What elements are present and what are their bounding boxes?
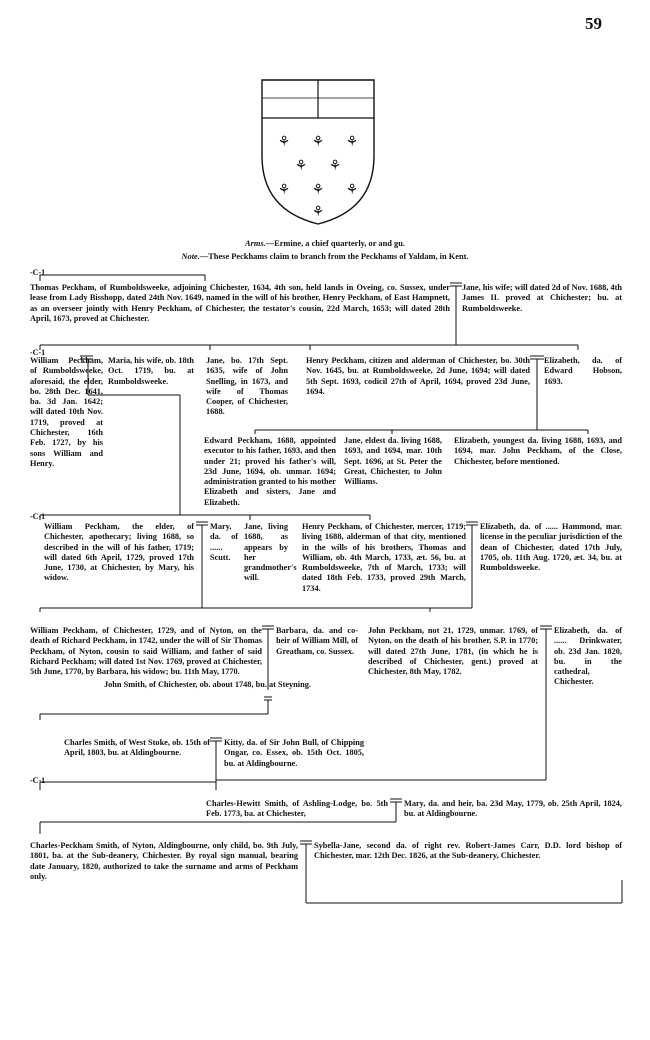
gen1-thomas-peckham: Thomas Peckham, of Rumboldsweeke, adjoining Chichester, 1634, 4th son, held lands in Oveing, co. Sussex, under lease from Lady Bisshopp, dated 24th Nov. 1649, named in the will of his brother, Henry Peckham, of East Hampnett, as an overseer jointly with Henry Peckham, of Chichester, the testator's cousin, 22d March, 1653; will dated 28th April, 1673, proved at Chichester. [30,283,450,323]
svg-text:⚘: ⚘ [277,134,291,150]
svg-text:⚘: ⚘ [311,182,325,198]
gen2-maria-wife: Maria, his wife, ob. 18th Oct. 1719, bu. at Rumboldsweeke. [108,356,194,386]
svg-text:⚘: ⚘ [311,134,325,150]
arms-label: Arms. [245,239,266,248]
gen4-elizabeth-drinkwater: Elizabeth, da. of ...... Drinkwater, ob. 23d Jan. 1820, bu. in the cathedral, Chichester. [554,626,622,687]
note-caption [0,251,650,262]
gen6-mary-heir: Mary, da. and heir, ba. 23d May, 1779, ob. 25th April, 1824, bu. at Aldingbourne. [404,799,622,819]
gen2-william-peckham: William Peckham, of Rumboldsweeke, aforesaid, the elder, bo. 28th Dec. 1641, ba. 3d Jan. 1642; will dated 10th Nov. 1719, proved at Chichester, 16th Feb. 1727, by his sons William and Henry. [30,356,103,468]
gen3-henry-peckham: Henry Peckham, of Chichester, mercer, 1719; living 1688, alderman of that city, mentioned in the wills of his brothers, Thomas and William, ob. 4th March, 1733, æt. 56, bu. at Rumboldsweeke, 7th of March, 1733; will dated 18th Feb. 1733, proved 29th March, 1734. [302,522,466,593]
gen2-edward-peckham: Edward Peckham, 1688, appointed executor to his father, 1693, and then under 21; proved his father's will, 23d June, 1694, ob. unmar. 1694; administration granted to his mother Elizabeth and sisters, Jane and Elizabeth. [204,436,336,507]
page-number: 59 [585,14,602,33]
gen1-jane-wife: Jane, his wife; will dated 2d of Nov. 1688, 4th James II. proved at Chichester; bu. at Rumboldsweeke. [462,283,622,313]
gen3-elizabeth-hammond: Elizabeth, da. of ...... Hammond, mar. license in the peculiar jurisdiction of the dean of Chichester, dated 17th July, 1705, ob. 11th Aug. 1720, æt. 34, bu. at Rumboldsweeke. [480,522,622,573]
arms-text: —Ermine, a chief quarterly, or and gu. [265,239,405,248]
gen3-marker: -C-1 [30,512,46,521]
gen7-charles-peckham-smith: Charles-Peckham Smith, of Nyton, Aldingbourne, only child, bo. 9th July, 1801, ba. at the Sub-deanery, Chichester. By royal sign manual, bearing date January, 1820, authorized to take the surname and arms of Peckham only. [30,841,298,881]
gen4-john-smith: John Smith, of Chichester, ob. about 1748, bu. at Steyning. [104,680,311,689]
gen3-jane: Jane, living 1688, as appears by her grandmother's will. [244,522,297,583]
gen5-charles-smith: Charles Smith, of West Stoke, ob. 15th of April, 1803, bu. at Aldingbourne. [64,738,210,758]
gen4-barbara-mill: Barbara, da. and co-heir of William Mill, of Greatham, co. Sussex. [276,626,358,656]
arms-caption [0,238,650,249]
gen2-marker: -C-1 [30,348,46,357]
gen1-marker: -C-1 [30,268,46,277]
svg-text:⚘: ⚘ [345,182,359,198]
svg-text:⚘: ⚘ [328,158,342,174]
note-label: Note. [181,252,200,261]
svg-text:⚘: ⚘ [311,204,325,220]
gen3-mary-scutt: Mary, da. of ...... Scutt. [210,522,238,562]
gen2-jane-eldest: Jane, eldest da. living 1688, 1693, and 1694, mar. 10th Sept. 1696, at St. Peter the Great, Chichester, to John Williams. [344,436,442,487]
gen4-william-peckham: William Peckham, of Chichester, 1729, and of Nyton, on the death of Richard Peckham, in 1742, under the will of Sir Thomas Peckham, of Nyton, cousin to said William, and father of said Richard Peckham; will dated 1st Nov. 1769, proved at Chichester, 5th June, 1770, by Barbara, his widow; bu. 11th May, 1770. [30,626,262,677]
svg-text:⚘: ⚘ [345,134,359,150]
note-text: —These Peckhams claim to branch from the Peckhams of Yaldam, in Kent. [199,252,469,261]
gen2-henry-peckham: Henry Peckham, citizen and alderman of Chichester, bo. 30th Nov. 1645, bu. at Rumboldsweeke, 2d June, 1694; will dated 5th Sept. 1693, codicil 27th of April, 1694, proved 23d June, 1694. [306,356,530,396]
coat-of-arms-shield [258,78,378,228]
gen2-jane: Jane, bo. 17th Sept. 1635, wife of John Snelling, in 1673, and wife of Thomas Cooper, of Chichester, 1688. [206,356,288,417]
svg-text:⚘: ⚘ [294,158,308,174]
gen4-john-peckham: John Peckham, not 21, 1729, unmar. 1769, of Nyton, on the death of his brother, S.P. in 1770; will dated 27th June, 1781, (in which he is described of Chichester, gent.) proved at Chichester, 8th May, 1782. [368,626,538,677]
gen2-elizabeth-youngest: Elizabeth, youngest da. living 1688, 1693, and 1694, mar. John Peckham, of the Close, Chichester, before mentioned. [454,436,622,466]
gen6-charles-hewitt-smith: Charles-Hewitt Smith, of Ashling-Lodge, bo. 5th Feb. 1773, ba. at Chichester, [206,799,388,819]
svg-text:⚘: ⚘ [277,182,291,198]
gen5-kitty-bull: Kitty, da. of Sir John Bull, of Chipping Ongar, co. Essex, ob. 15th Oct. 1805, bu. at Aldingbourne. [224,738,364,768]
gen6-marker: -C-1 [30,776,46,785]
gen2-elizabeth-hobson: Elizabeth, da. of Edward Hobson, 1693. [544,356,622,386]
gen3-william-peckham: William Peckham, the elder, of Chichester, apothecary; living 1688, so described in the will of his father, 1719; will dated 6th April, 1729, proved 17th June, 1730, at Chichester, by Mary, his widow. [44,522,194,583]
gen7-sybella-jane-carr: Sybella-Jane, second da. of right rev. Robert-James Carr, D.D. lord bishop of Chichester, mar. 12th Dec. 1826, at the Sub-deanery, Chichester. [314,841,622,861]
